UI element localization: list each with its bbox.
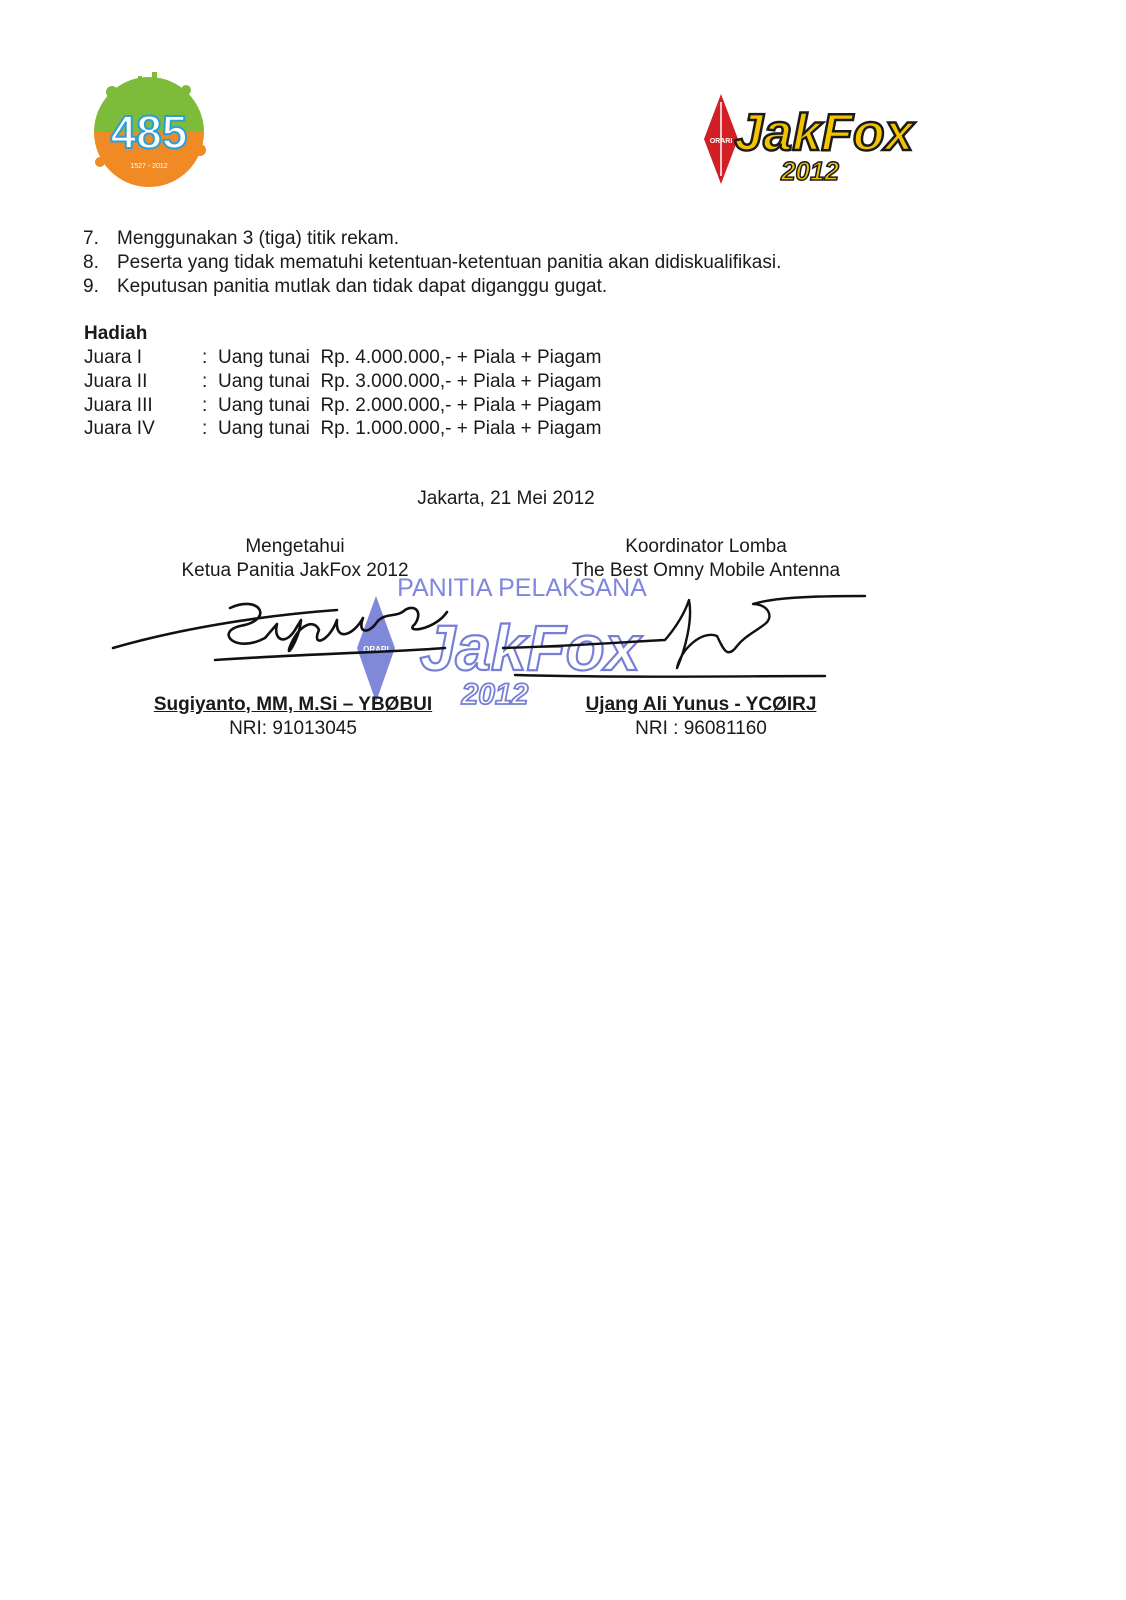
orari-badge-text: ORARI	[709, 138, 733, 145]
stamp-word: JakFox	[419, 612, 641, 684]
right-signatory-title: The Best Omny Mobile Antenna	[571, 560, 841, 581]
rule-text: Menggunakan 3 (tiga) titik rekam.	[117, 228, 399, 249]
place-date: Jakarta, 21 Mei 2012	[417, 488, 595, 509]
signatures	[105, 590, 885, 680]
right-signatory-role: Koordinator Lomba	[625, 536, 787, 557]
left-signatory-role: Mengetahui	[245, 536, 345, 557]
left-signatory-nri: NRI: 91013045	[229, 718, 357, 739]
prize-rank: Juara IV	[84, 418, 155, 439]
prizes-heading: Hadiah	[84, 323, 148, 344]
prize-rank: Juara II	[84, 371, 148, 392]
stamp-year: 2012	[461, 678, 529, 711]
prize-colon: :	[202, 418, 208, 439]
prize-colon: :	[202, 347, 208, 368]
stamp-badge-text: ORARI	[363, 645, 389, 654]
jakfox-year: 2012	[781, 156, 839, 186]
left-signature	[113, 604, 447, 660]
prize-description: Uang tunai Rp. 1.000.000,- + Piala + Piagam	[218, 418, 602, 439]
prize-colon: :	[202, 395, 208, 416]
left-signatory-name: Sugiyanto, MM, M.Si – YBØBUI	[153, 694, 433, 715]
rule-text: Peserta yang tidak mematuhi ketentuan-ketentuan panitia akan didiskualifikasi.	[117, 252, 782, 273]
jakfox-word: JakFox	[734, 104, 914, 162]
prize-description: Uang tunai Rp. 4.000.000,- + Piala + Piagam	[218, 347, 602, 368]
right-signature	[503, 596, 865, 677]
rule-number: 9.	[83, 276, 99, 297]
rule-number: 7.	[83, 228, 99, 249]
jakfox-2012-logo	[702, 92, 927, 187]
logo-485-years: 1527 - 2012	[130, 163, 168, 170]
prize-rank: Juara III	[84, 395, 153, 416]
prize-rank: Juara I	[84, 347, 143, 368]
prize-description: Uang tunai Rp. 2.000.000,- + Piala + Piagam	[218, 395, 602, 416]
right-signatory-name: Ujang Ali Yunus - YCØIRJ	[585, 694, 817, 715]
jakarta-485-logo	[82, 70, 217, 195]
left-signatory-title: Ketua Panitia JakFox 2012	[181, 560, 409, 581]
prize-colon: :	[202, 371, 208, 392]
rule-text: Keputusan panitia mutlak dan tidak dapat diganggu gugat.	[117, 276, 608, 297]
stamp-top-text: PANITIA PELAKSANA	[397, 574, 647, 602]
logo-485-number: 485	[110, 106, 188, 158]
right-signatory-nri: NRI : 96081160	[635, 718, 767, 739]
rule-number: 8.	[83, 252, 99, 273]
prize-description: Uang tunai Rp. 3.000.000,- + Piala + Piagam	[218, 371, 602, 392]
